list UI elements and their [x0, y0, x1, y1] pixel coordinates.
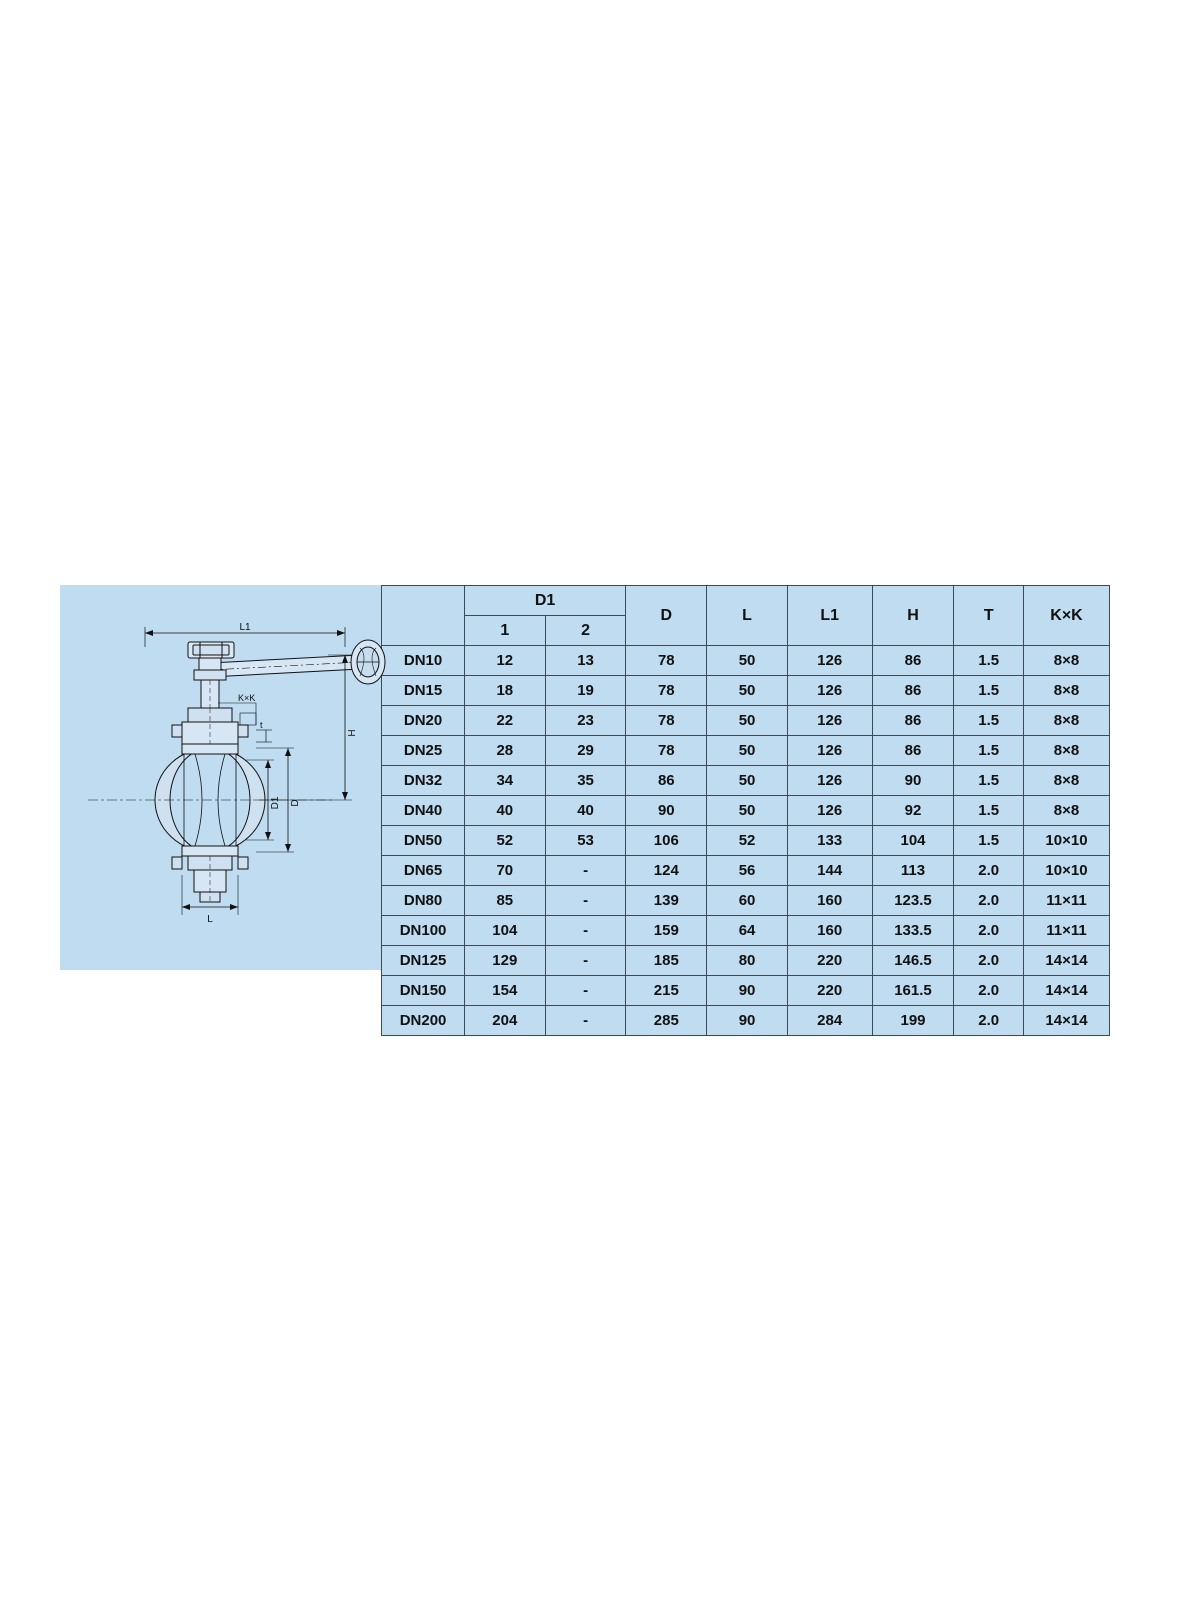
cell-d1_2: 53: [545, 826, 625, 856]
cell-t: 1.5: [954, 646, 1024, 676]
cell-l: 56: [707, 856, 787, 886]
cell-d: 106: [626, 826, 707, 856]
cell-d: 124: [626, 856, 707, 886]
table-row: [382, 706, 1110, 736]
dim-label-d: D: [290, 799, 301, 807]
cell-l1: 144: [787, 856, 872, 886]
dim-label-h: H: [347, 729, 358, 737]
cell-size: DN25: [382, 736, 464, 766]
table-row: [382, 646, 1110, 676]
cell-t: 2.0: [954, 976, 1024, 1006]
cell-h: 86: [872, 676, 954, 706]
cell-kk: 10×10: [1024, 856, 1110, 886]
cell-kk: 8×8: [1024, 736, 1110, 766]
cell-t: 1.5: [954, 796, 1024, 826]
cell-size: DN80: [382, 886, 464, 916]
cell-size: DN10: [382, 646, 464, 676]
cell-d: 78: [626, 646, 707, 676]
table-row: [382, 676, 1110, 706]
cell-d1_2: -: [545, 886, 625, 916]
cell-t: 2.0: [954, 886, 1024, 916]
cell-kk: 8×8: [1024, 646, 1110, 676]
table-row: [382, 1006, 1110, 1036]
cell-l: 50: [707, 706, 787, 736]
cell-d: 78: [626, 706, 707, 736]
cell-kk: 8×8: [1024, 706, 1110, 736]
cell-l: 90: [707, 976, 787, 1006]
cell-size: DN20: [382, 706, 464, 736]
cell-d1_1: 34: [464, 766, 545, 796]
cell-h: 113: [872, 856, 954, 886]
cell-size: DN40: [382, 796, 464, 826]
cell-l1: 160: [787, 886, 872, 916]
cell-l: 90: [707, 1006, 787, 1036]
cell-d1_2: 23: [545, 706, 625, 736]
cell-size: DN150: [382, 976, 464, 1006]
cell-l1: 133: [787, 826, 872, 856]
cell-h: 86: [872, 646, 954, 676]
cell-l1: 126: [787, 736, 872, 766]
spec-sheet: [60, 585, 1110, 1029]
cell-size: DN100: [382, 916, 464, 946]
cell-d1_1: 154: [464, 976, 545, 1006]
valve-technical-drawing: [60, 585, 396, 970]
cell-t: 2.0: [954, 1006, 1024, 1036]
cell-l: 60: [707, 886, 787, 916]
cell-l1: 220: [787, 976, 872, 1006]
cell-h: 86: [872, 706, 954, 736]
cell-d1_1: 28: [464, 736, 545, 766]
cell-h: 133.5: [872, 916, 954, 946]
cell-d1_2: -: [545, 856, 625, 886]
cell-l1: 220: [787, 946, 872, 976]
cell-d1_2: -: [545, 976, 625, 1006]
cell-l: 64: [707, 916, 787, 946]
cell-d: 90: [626, 796, 707, 826]
cell-l: 50: [707, 766, 787, 796]
cell-h: 92: [872, 796, 954, 826]
cell-kk: 14×14: [1024, 1006, 1110, 1036]
cell-h: 146.5: [872, 946, 954, 976]
cell-d1_2: -: [545, 946, 625, 976]
dim-label-kxk: K×K: [238, 693, 256, 703]
cell-l1: 126: [787, 706, 872, 736]
cell-kk: 8×8: [1024, 766, 1110, 796]
table-row: [382, 736, 1110, 766]
cell-l1: 126: [787, 766, 872, 796]
cell-h: 104: [872, 826, 954, 856]
table-body: [382, 646, 1110, 1036]
cell-kk: 8×8: [1024, 676, 1110, 706]
header-kxk: K×K: [1024, 586, 1110, 646]
header-t: T: [954, 586, 1024, 646]
cell-kk: 11×11: [1024, 916, 1110, 946]
cell-size: DN125: [382, 946, 464, 976]
cell-l: 50: [707, 796, 787, 826]
cell-l: 50: [707, 736, 787, 766]
header-l: L: [707, 586, 787, 646]
cell-d1_1: 52: [464, 826, 545, 856]
cell-t: 1.5: [954, 706, 1024, 736]
cell-kk: 10×10: [1024, 826, 1110, 856]
table-row: [382, 946, 1110, 976]
dim-label-t: t: [260, 720, 263, 730]
table-row: [382, 856, 1110, 886]
cell-l1: 126: [787, 796, 872, 826]
header-l1: L1: [787, 586, 872, 646]
dimension-table: [381, 585, 1110, 1036]
table-row: [382, 916, 1110, 946]
cell-d1_1: 129: [464, 946, 545, 976]
cell-t: 2.0: [954, 946, 1024, 976]
cell-d1_1: 12: [464, 646, 545, 676]
cell-d: 285: [626, 1006, 707, 1036]
cell-kk: 8×8: [1024, 796, 1110, 826]
cell-l1: 284: [787, 1006, 872, 1036]
valve-drawing-panel: [60, 585, 381, 970]
cell-kk: 14×14: [1024, 946, 1110, 976]
cell-l: 52: [707, 826, 787, 856]
table-row: [382, 796, 1110, 826]
header-h: H: [872, 586, 954, 646]
cell-t: 1.5: [954, 766, 1024, 796]
cell-l1: 126: [787, 646, 872, 676]
cell-l: 50: [707, 676, 787, 706]
header-d1-2: 2: [545, 616, 625, 646]
cell-d: 215: [626, 976, 707, 1006]
dim-label-l1: L1: [239, 622, 251, 633]
cell-l1: 160: [787, 916, 872, 946]
cell-h: 86: [872, 736, 954, 766]
table-row: [382, 826, 1110, 856]
header-d: D: [626, 586, 707, 646]
cell-h: 199: [872, 1006, 954, 1036]
cell-t: 1.5: [954, 676, 1024, 706]
dim-label-d1: D1: [270, 796, 281, 810]
cell-d1_2: -: [545, 916, 625, 946]
cell-d1_2: 35: [545, 766, 625, 796]
table-row: [382, 766, 1110, 796]
cell-kk: 11×11: [1024, 886, 1110, 916]
cell-size: DN65: [382, 856, 464, 886]
cell-h: 123.5: [872, 886, 954, 916]
cell-d: 185: [626, 946, 707, 976]
cell-d: 78: [626, 676, 707, 706]
table-header-row-1: [382, 586, 1110, 616]
cell-d1_2: 13: [545, 646, 625, 676]
table-row: [382, 886, 1110, 916]
cell-kk: 14×14: [1024, 976, 1110, 1006]
cell-d1_2: 29: [545, 736, 625, 766]
cell-h: 161.5: [872, 976, 954, 1006]
cell-t: 2.0: [954, 916, 1024, 946]
cell-d1_1: 85: [464, 886, 545, 916]
table-row: [382, 976, 1110, 1006]
cell-l: 50: [707, 646, 787, 676]
cell-d1_1: 104: [464, 916, 545, 946]
cell-d: 86: [626, 766, 707, 796]
cell-d1_1: 22: [464, 706, 545, 736]
cell-d: 78: [626, 736, 707, 766]
cell-d1_2: 40: [545, 796, 625, 826]
cell-d: 139: [626, 886, 707, 916]
cell-d1_1: 70: [464, 856, 545, 886]
cell-l1: 126: [787, 676, 872, 706]
cell-size: DN32: [382, 766, 464, 796]
spec-table-container: [381, 585, 1110, 1036]
cell-d1_1: 204: [464, 1006, 545, 1036]
cell-d1_1: 40: [464, 796, 545, 826]
cell-d1_2: -: [545, 1006, 625, 1036]
cell-t: 2.0: [954, 856, 1024, 886]
dim-label-l: L: [207, 914, 213, 925]
cell-size: DN200: [382, 1006, 464, 1036]
header-d1-1: 1: [464, 616, 545, 646]
cell-d: 159: [626, 916, 707, 946]
cell-t: 1.5: [954, 736, 1024, 766]
cell-d1_2: 19: [545, 676, 625, 706]
cell-size: DN50: [382, 826, 464, 856]
cell-t: 1.5: [954, 826, 1024, 856]
cell-l: 80: [707, 946, 787, 976]
cell-d1_1: 18: [464, 676, 545, 706]
header-d1-group: D1: [464, 586, 626, 616]
cell-size: DN15: [382, 676, 464, 706]
cell-h: 90: [872, 766, 954, 796]
